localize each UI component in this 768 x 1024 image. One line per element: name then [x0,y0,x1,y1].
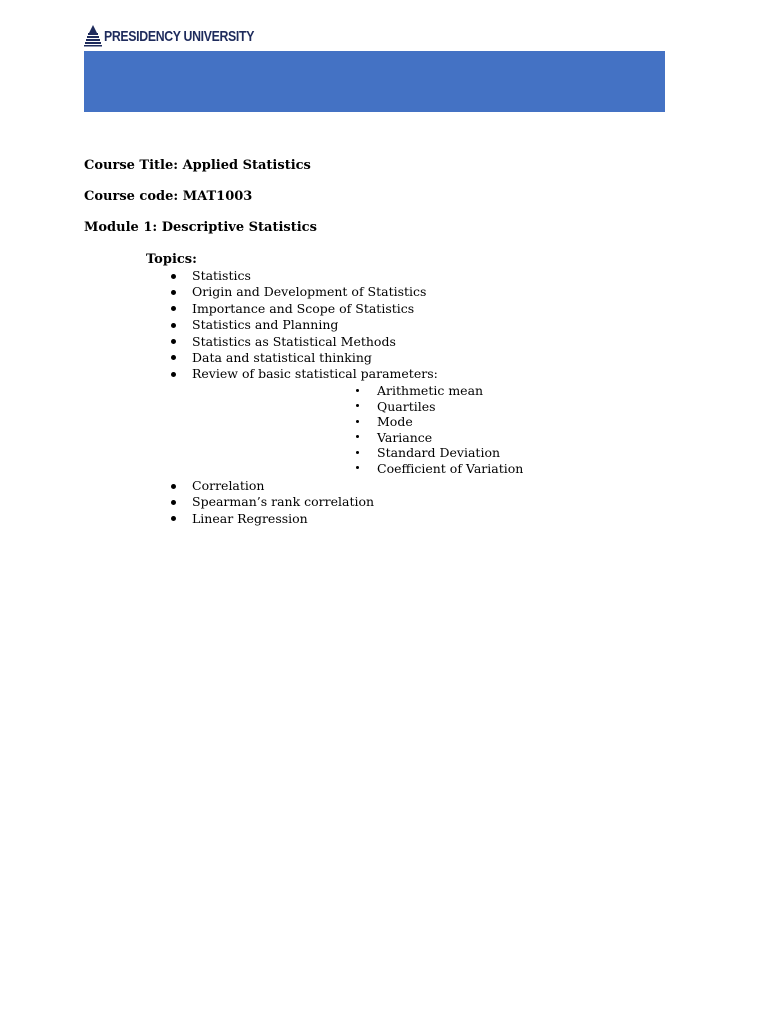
topics-label: Topics: [146,252,197,267]
list-item: Quartiles [377,399,523,415]
list-item: Coefficient of Variation [377,460,524,476]
university-logo [84,24,287,48]
module-title: Module 1: Descriptive Statistics [84,220,317,235]
topics-list-continued [192,478,374,527]
list-item: Standard Deviation [377,445,523,461]
tower-icon [84,24,102,48]
list-item: Statistics as Statistical Methods [192,334,438,350]
parameters-list [377,383,523,476]
list-item: Variance [377,430,523,446]
course-title: Course Title: Applied Statistics [84,158,311,173]
list-item: Linear Regression [192,511,374,527]
course-code: Course code: MAT1003 [84,189,253,204]
list-item: Spearman’s rank correlation [192,494,375,510]
list-item: Statistics and Planning [192,317,438,333]
list-item: Review of basic statistical parameters: [192,366,438,382]
list-item: Mode [377,414,523,430]
topics-list [192,268,438,383]
list-item: Data and statistical thinking [192,350,438,366]
list-item: Correlation [192,478,374,494]
list-item: Statistics [192,268,438,284]
list-item: Importance and Scope of Statistics [192,301,438,317]
header-banner [84,51,665,112]
logo-text: PRESIDENCY UNIVERSITY [104,27,255,45]
list-item: Arithmetic mean [377,383,523,399]
list-item: Origin and Development of Statistics [192,284,438,300]
